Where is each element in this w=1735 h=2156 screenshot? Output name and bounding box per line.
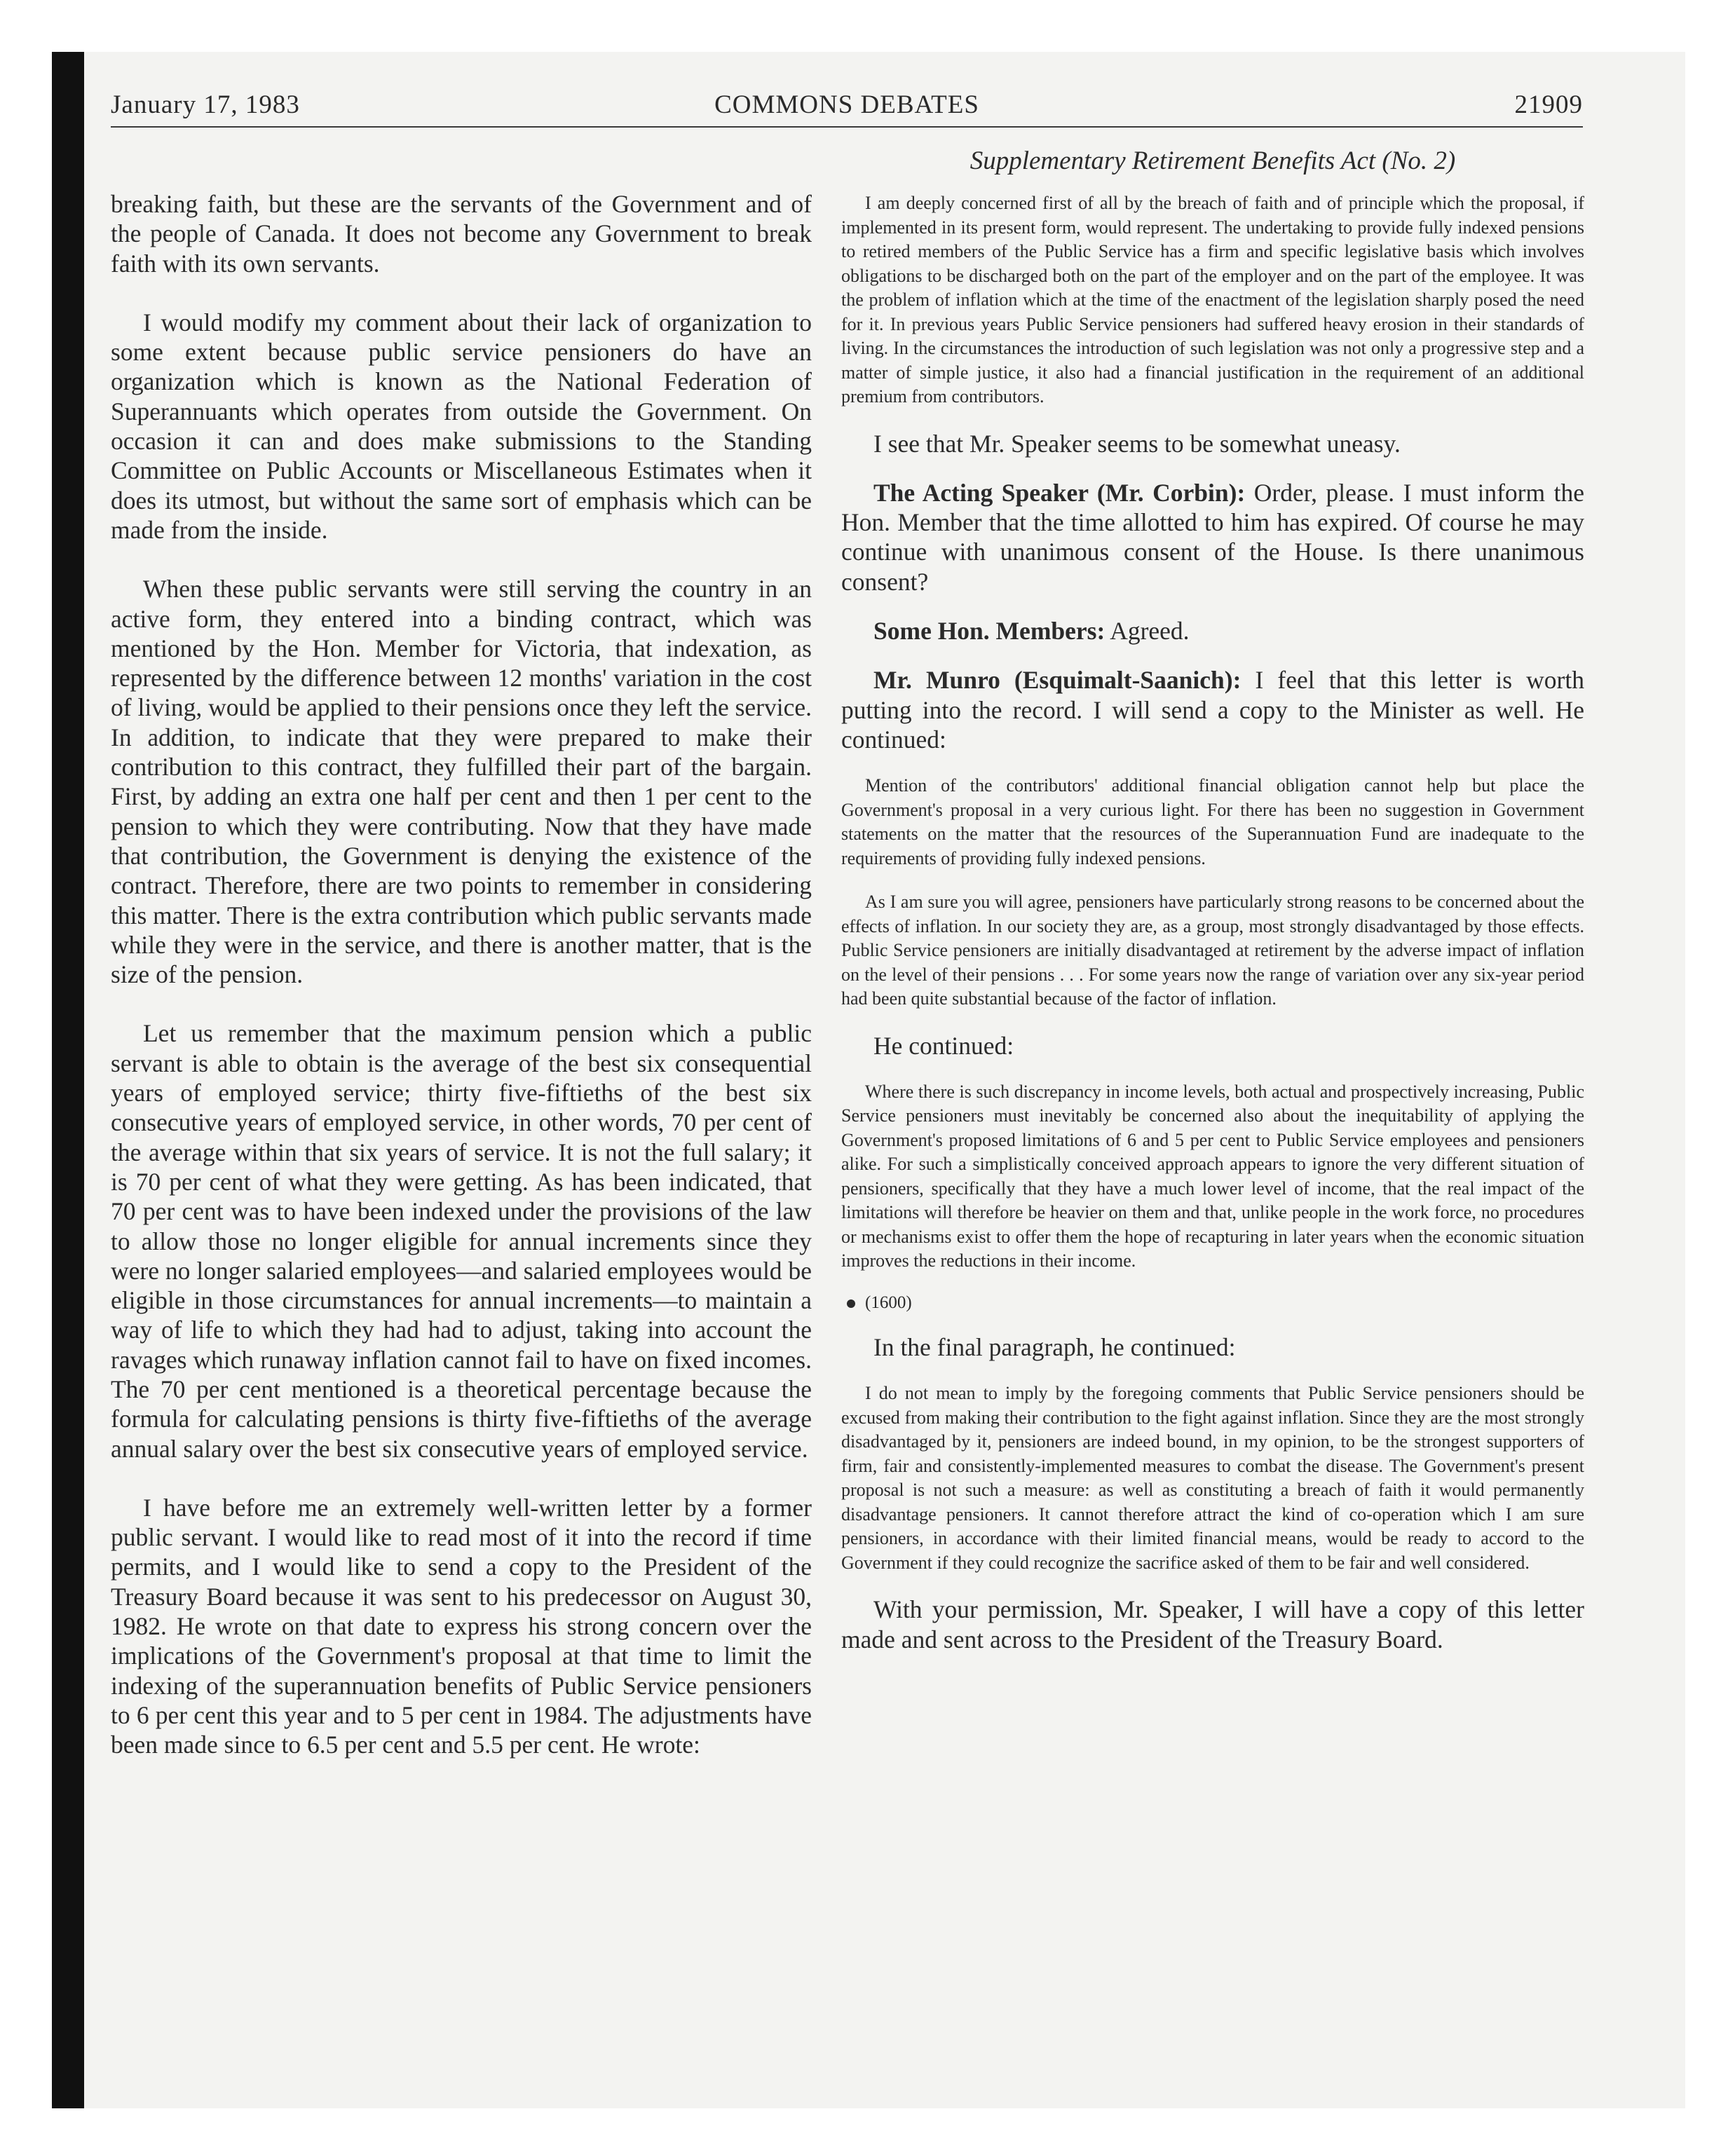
speech-text: I feel that this letter is worth putting into the record. I will send a copy to the Minister as well. He continued:: [841, 666, 1584, 753]
speech-munro: [841, 665, 1584, 754]
paragraph: I see that Mr. Speaker seems to be somewhat uneasy.: [873, 429, 1401, 458]
speaker-name: Some Hon. Members:: [873, 616, 1105, 645]
header-rule: [111, 126, 1583, 128]
paragraph: With your permission, Mr. Speaker, I will have a copy of this letter made and sent across to the President of the Treasury Board.: [841, 1595, 1584, 1653]
speaker-name: The Acting Speaker (Mr. Corbin):: [873, 478, 1246, 507]
scan-border: [52, 52, 84, 2108]
quoted-letter-paragraph: Mention of the contributors' additional financial obligation cannot help but place the Government's proposal in a very curious light. For there has been no suggestion in Government statements on the matter that the resources of the Superannuation Fund are inadequate to the requirements of providing fully indexed pensions.: [841, 775, 1584, 868]
running-title: Supplementary Retirement Benefits Act (No. 2): [969, 146, 1456, 175]
quoted-letter-paragraph: I do not mean to imply by the foregoing comments that Public Service pensioners should be excused from making their contribution to the fight against inflation. Since they are the most strongly disadvantaged by it, pensioners are indeed bound, in my opinion, to be the strongest supporters of firm, fair and consistently-implemented measures to combat the disease. The Government's present proposal is not such a measure: as well as constituting a breach of faith it would permanently disadvantage pensioners. It cannot therefore attract the kind of co-operation which I am sure pensioners, in accordance with their limited financial means, would be ready to accord to the Government if they could recognize the sacrifice asked of them to be fair and well considered.: [841, 1383, 1584, 1573]
paragraph: Let us remember that the maximum pension which a public servant is able to obtain is the average of the best six consequential years of employed service; thirty five-fiftieths of the best six consecutive years of employed service, in other words, 70 per cent of the average within that six years of service. It is not the full salary; it is 70 per cent of what they were getting. As has been indicated, that 70 per cent was to have been indexed under the provisions of the law to allow those no longer eligible for annual increments since they were no longer salaried employees—and salaried employees would be eligible in those circumstances for annual increments—to maintain a way of life to which they had had to adjust, taking into account the ravages which runaway inflation cannot fail to have on fixed incomes. The 70 per cent mentioned is a theoretical percentage because the formula for calculating pensions is thirty five-fiftieths of the average annual salary over the best six consecutive years of employed service.: [111, 1019, 812, 1463]
quoted-letter-paragraph: I am deeply concerned first of all by the breach of faith and of principle which the proposal, if implemented in its present form, would represent. The undertaking to provide fully indexed pensions to retired members of the Public Service has a firm and specific legislative basis which involves obligations to be discharged both on the part of the employer and on the part of the employee. It was the problem of inflation which at the time of the enactment of the legislation sharply posed the need for it. In previous years Public Service pensioners had suffered heavy erosion in their standards of living. In the circumstances the introduction of such legislation was not only a progressive step and a matter of simple justice, it also had a financial justification in the requirement of an additional premium from contributors.: [841, 193, 1584, 407]
paragraph: I would modify my comment about their lack of organization to some extent because public service pensioners do have an organization which is known as the National Federation of Superannuants which operates from outside the Government. On occasion it can and does make submissions to the Standing Committee on Public Accounts or Miscellaneous Estimates when it does its utmost, but without the same sort of emphasis which can be made from the inside.: [111, 308, 812, 544]
paragraph: breaking faith, but these are the servants of the Government and of the people of Canada. It does not become any Government to break faith with its own servants.: [111, 190, 812, 278]
page-header: [111, 90, 1583, 129]
page-number: 21909: [1514, 90, 1583, 119]
paragraph: When these public servants were still serving the country in an active form, they entered into a binding contract, which was mentioned by the Hon. Member for Victoria, that indexation, as represented by the difference between 12 months' variation in the cost of living, would be applied to their pensions once they left the service. In addition, to indicate that they were prepared to make their contribution to this contract, they fulfilled their part of the bargain. First, by adding an extra one half per cent and then 1 per cent to the pension to which they were contributing. Now that they have made that contribution, the Government is denying the existence of the contract. Therefore, there are two points to remember in considering this matter. There is the extra contribution which public servants made while they were in the service, and there is another matter, that is the size of the pension.: [111, 575, 812, 989]
speech-members: [841, 616, 1584, 646]
bullet-icon: [847, 1299, 855, 1308]
quoted-letter-paragraph: As I am sure you will agree, pensioners have particularly strong reasons to be concerned about the effects of inflation. In our society they are, as a group, most strongly disadvantaged by those effects. Public Service pensioners are initially disadvantaged at retirement by the adverse impact of inflation on the level of their pensions . . . For some years now the range of variation over any six-year period had been quite substantial because of the factor of inflation.: [841, 892, 1584, 1009]
publication-title: COMMONS DEBATES: [714, 90, 979, 119]
time-marker: [841, 1293, 1584, 1313]
speaker-name: Mr. Munro (Esquimalt-Saanich):: [873, 666, 1241, 695]
paragraph: In the final paragraph, he continued:: [873, 1332, 1236, 1361]
speech-text: Agreed.: [1105, 616, 1190, 645]
speech-acting-speaker: [841, 478, 1584, 596]
paragraph: He continued:: [873, 1031, 1014, 1060]
speech-text: Order, please. I must inform the Hon. Member that the time allotted to him has expired. Of course he may continue with unanimous consent of the House. Is there unanimous consent?: [841, 478, 1584, 596]
quoted-letter-paragraph: Where there is such discrepancy in income levels, both actual and prospectively increasing, Public Service pensioners must inevitably be concerned also about the inequitability of applying the Government's proposed limitations of 6 and 5 per cent to Public Service employees and pensioners alike. For such a simplistically conceived approach appears to ignore the very different situation of pensioners, specifically that they have a much lower level of income, that the real impact of the limitations will therefore be heavier on them and that, unlike people in the work force, no procedures or mechanisms exist to offer them the hope of recapturing in later years when the economic situation improves the reductions in their income.: [841, 1081, 1584, 1271]
time-marker-text: (1600): [865, 1292, 912, 1312]
paragraph: I have before me an extremely well-written letter by a former public servant. I would like to read most of it into the record if time permits, and I would like to send a copy to the President of the Treasury Board because it was sent to his predecessor on August 30, 1982. He wrote on that date to express his strong concern over the implications of the Government's proposal at that time to limit the indexing of the superannuation benefits of Public Service pensioners to 6 per cent this year and to 5 per cent in 1984. The adjustments have been made since to 6.5 per cent and 5.5 per cent. He wrote:: [111, 1493, 812, 1759]
left-column: [111, 189, 812, 1760]
header-date: January 17, 1983: [111, 90, 300, 119]
right-column: [841, 146, 1584, 1654]
